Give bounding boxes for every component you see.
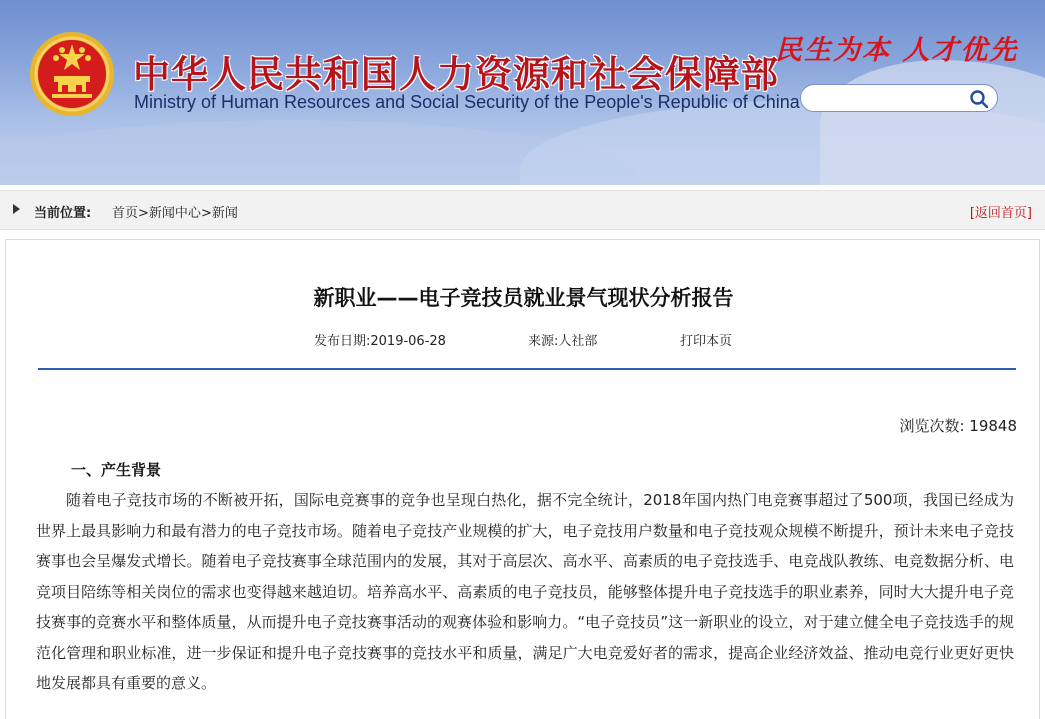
print-page-link[interactable]: 打印本页	[680, 334, 733, 349]
source-value: 人社部	[558, 334, 598, 349]
view-count-value: 19848	[969, 417, 1017, 435]
site-subtitle: Ministry of Human Resources and Social Security of the People's Republic of China	[134, 92, 800, 112]
back-to-home-link[interactable]: [返回首页]	[969, 206, 1032, 221]
article-source	[528, 330, 597, 349]
breadcrumb-label: 当前位置:	[34, 206, 92, 221]
breadcrumb-separator: >	[200, 206, 212, 221]
article-paragraph: 随着电子竞技市场的不断被开拓，国际电竞赛事的竞争也呈现白热化，据不完全统计，2018年国内热门电竞赛事超过了500项，我国已经成为世界上最具影响力和最有潜力的电子竞技市场。随着电子竞技产业规模的扩大，电子竞技用户数量和电子竞技观众规模不断提升，预计未来电子竞技赛事也会呈爆发式增长。随着电子竞技赛事全球范围内的发展，其对于高层次、高水平、高素质的电子竞技选手、电竞战队教练、电竞数据分析、电竞项目陪练等相关岗位的需求也变得越来越迫切。培养高水平、高素质的电子竞技员，能够整体提升电子竞技选手的职业素养，同时大大提升电子竞技赛事的竞赛水平和整体质量，从而提升电子竞技赛事活动的观赛体验和影响力。“电子竞技员”这一新职业的设立，对于建立健全电子竞技选手的规范化管理和职业标准，进一步保证和提升电子竞技赛事的竞技水平和质量，满足广大电竞爱好者的需求，提高企业经济效益、推动电竞行业更好更快地发展都具有重要的意义。	[36, 491, 1014, 692]
view-count	[899, 415, 1017, 436]
breadcrumb-separator: >	[138, 206, 149, 221]
site-title: 中华人民共和国人力资源和社会保障部	[133, 53, 779, 96]
banner-great-wall-decoration	[820, 60, 1045, 185]
section-heading: 一、产生背景	[71, 461, 162, 479]
breadcrumb	[112, 202, 238, 221]
search-input[interactable]	[813, 89, 967, 109]
publish-date	[314, 330, 446, 349]
title-divider	[38, 368, 1016, 370]
search-box[interactable]	[800, 84, 998, 112]
publish-date-value: 2019-06-28	[370, 334, 446, 349]
breadcrumb-bar	[0, 190, 1045, 230]
header-banner	[0, 0, 1045, 185]
source-label: 来源:	[528, 334, 559, 349]
search-icon[interactable]	[969, 89, 989, 109]
breadcrumb-news-link[interactable]: 新闻	[211, 206, 238, 221]
breadcrumb-news-center-link[interactable]: 新闻中心	[148, 206, 201, 221]
view-count-label: 浏览次数:	[899, 417, 965, 435]
publish-date-label: 发布日期:	[314, 334, 371, 349]
article-container	[5, 239, 1040, 719]
breadcrumb-home-link[interactable]: 首页	[112, 206, 139, 221]
national-emblem-icon	[28, 30, 116, 118]
article-title: 新职业——电子竞技员就业景气现状分析报告	[313, 286, 734, 310]
slogan: 民生为本 人才优先	[775, 35, 1019, 66]
triangle-right-icon	[13, 204, 20, 214]
